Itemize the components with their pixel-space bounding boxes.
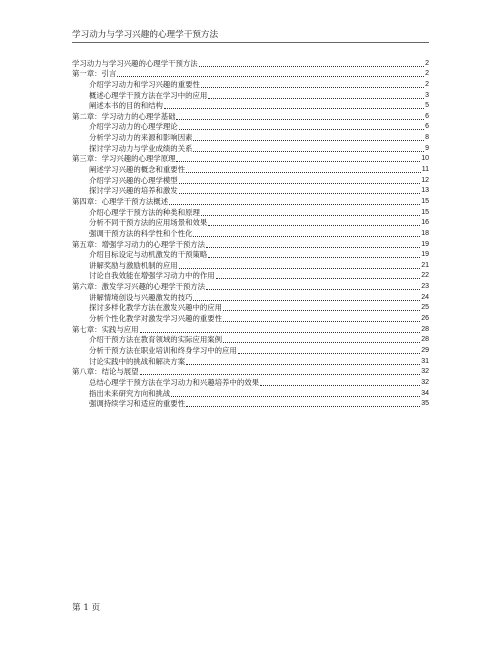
toc-entry-page: 29 bbox=[421, 346, 429, 354]
toc-dot-leader bbox=[208, 257, 420, 258]
toc-entry-page: 2 bbox=[425, 80, 429, 88]
toc-section-entry[interactable] bbox=[72, 143, 429, 154]
toc-entry-page: 31 bbox=[421, 357, 429, 365]
toc-chapter-entry[interactable] bbox=[72, 111, 429, 122]
toc-entry-page: 15 bbox=[421, 208, 429, 216]
toc-dot-leader bbox=[223, 342, 420, 343]
toc-chapter-entry[interactable] bbox=[72, 367, 429, 378]
toc-entry-title: 阐述本书的目的和结构 bbox=[89, 101, 163, 111]
toc-chapter-entry[interactable] bbox=[72, 69, 429, 80]
toc-entry-page: 10 bbox=[421, 155, 429, 163]
toc-dot-leader bbox=[186, 406, 420, 407]
toc-section-entry[interactable] bbox=[72, 101, 429, 112]
toc-entry-page: 26 bbox=[421, 315, 429, 323]
toc-section-entry[interactable] bbox=[72, 122, 429, 133]
toc-entry-page: 3 bbox=[425, 91, 429, 99]
toc-dot-leader bbox=[223, 321, 420, 322]
toc-entry-page: 34 bbox=[421, 389, 429, 397]
toc-entry-title: 讨论自我效能在增强学习动力中的作用 bbox=[89, 271, 215, 281]
page-number: 第 1 页 bbox=[72, 603, 101, 613]
toc-section-entry[interactable] bbox=[72, 356, 429, 367]
toc-section-entry[interactable] bbox=[72, 207, 429, 218]
toc-section-entry[interactable] bbox=[72, 250, 429, 261]
toc-chapter-entry[interactable] bbox=[72, 324, 429, 335]
toc-entry-page: 35 bbox=[421, 400, 429, 408]
toc-entry-title: 总结心理学干预方法在学习动力和兴趣培养中的效果 bbox=[89, 377, 259, 387]
toc-entry-title: 分析个性化教学对激发学习兴趣的重要性 bbox=[89, 314, 223, 324]
toc-chapter-entry[interactable] bbox=[72, 281, 429, 292]
toc-section-entry[interactable] bbox=[72, 132, 429, 143]
toc-entry-page: 28 bbox=[421, 336, 429, 344]
toc-entry-title: 分析干预方法在职业培训和终身学习中的应用 bbox=[89, 345, 237, 355]
toc-entry-page: 5 bbox=[425, 102, 429, 110]
header-divider bbox=[72, 42, 429, 43]
toc-dot-leader bbox=[179, 129, 424, 130]
toc-dot-leader bbox=[223, 310, 420, 311]
toc-section-entry[interactable] bbox=[72, 399, 429, 410]
toc-section-entry[interactable] bbox=[72, 292, 429, 303]
toc-entry-title: 第六章：激发学习兴趣的心理学干预方法 bbox=[72, 282, 206, 292]
toc-entry-page: 6 bbox=[425, 123, 429, 131]
toc-section-entry[interactable] bbox=[72, 303, 429, 314]
toc-section-entry[interactable] bbox=[72, 260, 429, 271]
toc-entry-page: 15 bbox=[421, 197, 429, 205]
toc-dot-leader bbox=[206, 247, 420, 248]
toc-entry-page: 21 bbox=[421, 261, 429, 269]
page-header-title: 学习动力与学习兴趣的心理学干预方法 bbox=[72, 30, 219, 40]
toc-dot-leader bbox=[179, 183, 421, 184]
toc-chapter-entry[interactable] bbox=[72, 196, 429, 207]
toc-entry-title: 学习动力与学习兴趣的心理学干预方法 bbox=[72, 58, 198, 68]
toc-dot-leader bbox=[176, 119, 424, 120]
toc-entry-title: 讲解奖励与激励机制的应用 bbox=[89, 260, 178, 270]
toc-entry-page: 19 bbox=[421, 251, 429, 259]
toc-section-entry[interactable] bbox=[72, 164, 429, 175]
toc-entry-title: 第一章：引言 bbox=[72, 69, 117, 79]
toc-dot-leader bbox=[171, 396, 420, 397]
toc-entry-title: 第八章：结论与展望 bbox=[72, 367, 139, 377]
toc-dot-leader bbox=[208, 98, 424, 99]
toc-entry-title: 探讨学习动力与学业成绩的关系 bbox=[89, 143, 193, 153]
toc-entry-title: 第七章：实践与应用 bbox=[72, 324, 139, 334]
toc-chapter-entry[interactable] bbox=[72, 154, 429, 165]
toc-chapter-entry[interactable] bbox=[72, 58, 429, 69]
toc-entry-title: 介绍学习动力和学习兴趣的重要性 bbox=[89, 79, 200, 89]
toc-entry-title: 介绍心理学干预方法的种类和原理 bbox=[89, 207, 200, 217]
toc-entry-page: 16 bbox=[421, 219, 429, 227]
toc-dot-leader bbox=[164, 108, 424, 109]
toc-dot-leader bbox=[169, 204, 420, 205]
toc-dot-leader bbox=[176, 161, 420, 162]
toc-entry-page: 19 bbox=[421, 240, 429, 248]
toc-entry-page: 8 bbox=[425, 134, 429, 142]
toc-entry-page: 6 bbox=[425, 112, 429, 120]
toc-entry-page: 24 bbox=[421, 293, 429, 301]
toc-entry-page: 12 bbox=[421, 176, 429, 184]
toc-dot-leader bbox=[140, 374, 421, 375]
toc-entry-title: 分析不同干预方法的应用场景和效果 bbox=[89, 218, 208, 228]
toc-dot-leader bbox=[206, 289, 420, 290]
toc-section-entry[interactable] bbox=[72, 218, 429, 229]
toc-section-entry[interactable] bbox=[72, 175, 429, 186]
toc-section-entry[interactable] bbox=[72, 228, 429, 239]
toc-entry-page: 25 bbox=[421, 304, 429, 312]
table-of-contents bbox=[72, 58, 429, 409]
toc-entry-title: 介绍干预方法在教育领域的实际应用案例 bbox=[89, 335, 223, 345]
toc-entry-page: 13 bbox=[421, 187, 429, 195]
toc-entry-title: 第四章：心理学干预方法概述 bbox=[72, 196, 169, 206]
toc-section-entry[interactable] bbox=[72, 377, 429, 388]
toc-entry-title: 探讨多样化教学方法在激发兴趣中的应用 bbox=[89, 303, 223, 313]
toc-section-entry[interactable] bbox=[72, 186, 429, 197]
toc-chapter-entry[interactable] bbox=[72, 239, 429, 250]
toc-dot-leader bbox=[186, 172, 421, 173]
toc-entry-title: 探讨学习兴趣的培养和激发 bbox=[89, 186, 178, 196]
toc-entry-title: 讨论实践中的挑战和解决方案 bbox=[89, 356, 186, 366]
toc-entry-title: 介绍学习动力的心理学理论 bbox=[89, 122, 178, 132]
toc-entry-title: 第二章：学习动力的心理学基础 bbox=[72, 111, 176, 121]
toc-section-entry[interactable] bbox=[72, 79, 429, 90]
toc-entry-page: 22 bbox=[421, 272, 429, 280]
toc-section-entry[interactable] bbox=[72, 345, 429, 356]
toc-dot-leader bbox=[260, 385, 420, 386]
toc-section-entry[interactable] bbox=[72, 90, 429, 101]
toc-entry-page: 2 bbox=[425, 59, 429, 67]
toc-dot-leader bbox=[117, 76, 424, 77]
toc-dot-leader bbox=[216, 278, 421, 279]
toc-dot-leader bbox=[193, 140, 424, 141]
toc-entry-page: 11 bbox=[421, 166, 429, 174]
toc-entry-page: 32 bbox=[421, 378, 429, 386]
toc-entry-page: 9 bbox=[425, 144, 429, 152]
toc-entry-title: 第五章：增强学习动力的心理学干预方法 bbox=[72, 239, 206, 249]
toc-entry-page: 23 bbox=[421, 283, 429, 291]
toc-entry-page: 2 bbox=[425, 70, 429, 78]
toc-entry-page: 18 bbox=[421, 229, 429, 237]
toc-dot-leader bbox=[179, 268, 421, 269]
toc-entry-title: 介绍目标设定与动机激发的干预策略 bbox=[89, 250, 208, 260]
toc-entry-title: 阐述学习兴趣的概念和重要性 bbox=[89, 165, 186, 175]
toc-entry-title: 介绍学习兴趣的心理学模型 bbox=[89, 175, 178, 185]
toc-entry-title: 概述心理学干预方法在学习中的应用 bbox=[89, 90, 208, 100]
toc-entry-title: 讲解情境创设与兴趣激发的技巧 bbox=[89, 292, 193, 302]
toc-dot-leader bbox=[208, 225, 420, 226]
toc-entry-page: 28 bbox=[421, 325, 429, 333]
toc-entry-title: 强调干预方法的科学性和个性化 bbox=[89, 228, 193, 238]
toc-section-entry[interactable] bbox=[72, 271, 429, 282]
toc-entry-page: 32 bbox=[421, 368, 429, 376]
toc-dot-leader bbox=[201, 87, 424, 88]
toc-dot-leader bbox=[179, 193, 421, 194]
toc-dot-leader bbox=[193, 236, 420, 237]
toc-dot-leader bbox=[199, 66, 424, 67]
toc-section-entry[interactable] bbox=[72, 313, 429, 324]
toc-dot-leader bbox=[238, 353, 420, 354]
toc-entry-title: 指出未来研究方向和挑战 bbox=[89, 388, 171, 398]
toc-section-entry[interactable] bbox=[72, 388, 429, 399]
toc-entry-title: 强调持续学习和适应的重要性 bbox=[89, 399, 186, 409]
toc-entry-title: 分析学习动力的来源和影响因素 bbox=[89, 133, 193, 143]
toc-dot-leader bbox=[201, 215, 420, 216]
toc-section-entry[interactable] bbox=[72, 335, 429, 346]
toc-dot-leader bbox=[193, 300, 420, 301]
toc-entry-title: 第三章：学习兴趣的心理学原理 bbox=[72, 154, 176, 164]
toc-dot-leader bbox=[140, 332, 421, 333]
toc-dot-leader bbox=[186, 364, 420, 365]
toc-dot-leader bbox=[193, 151, 424, 152]
